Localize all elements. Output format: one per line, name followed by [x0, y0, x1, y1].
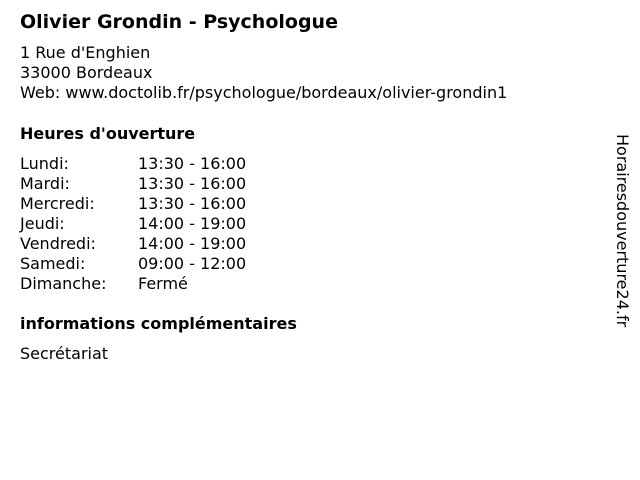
time-range: Fermé	[138, 274, 188, 293]
day-label: Lundi:	[20, 154, 69, 173]
additional-info-heading: informations complémentaires	[20, 314, 297, 333]
day-label: Mercredi:	[20, 194, 95, 213]
hours-row-wednesday	[20, 194, 246, 214]
day-label: Vendredi:	[20, 234, 96, 253]
day-label: Dimanche:	[20, 274, 107, 293]
day-label: Samedi:	[20, 254, 86, 273]
address-street: 1 Rue d'Enghien	[20, 43, 151, 62]
time-range: 13:30 - 16:00	[138, 194, 247, 213]
site-watermark	[612, 134, 632, 344]
time-range: 13:30 - 16:00	[138, 154, 247, 173]
hours-row-sunday	[20, 274, 246, 294]
hours-row-friday	[20, 234, 246, 254]
hours-row-monday	[20, 154, 246, 174]
business-address	[20, 43, 507, 103]
day-label: Jeudi:	[20, 214, 65, 233]
hours-row-saturday	[20, 254, 246, 274]
watermark-text: Horairesdouverture24.fr	[613, 134, 632, 328]
additional-info-text: Secrétariat	[20, 344, 109, 363]
time-range: 14:00 - 19:00	[138, 214, 247, 233]
day-label: Mardi:	[20, 174, 70, 193]
hours-row-tuesday	[20, 174, 246, 194]
opening-hours-heading: Heures d'ouverture	[20, 124, 196, 143]
time-range: 14:00 - 19:00	[138, 234, 247, 253]
website-line: Web: www.doctolib.fr/psychologue/bordeaux/olivier-grondin1	[20, 83, 508, 102]
hours-row-thursday	[20, 214, 246, 234]
page-title: Olivier Grondin - Psychologue	[20, 11, 338, 33]
time-range: 09:00 - 12:00	[138, 254, 247, 273]
opening-hours-list	[20, 154, 246, 294]
time-range: 13:30 - 16:00	[138, 174, 247, 193]
address-city: 33000 Bordeaux	[20, 63, 153, 82]
